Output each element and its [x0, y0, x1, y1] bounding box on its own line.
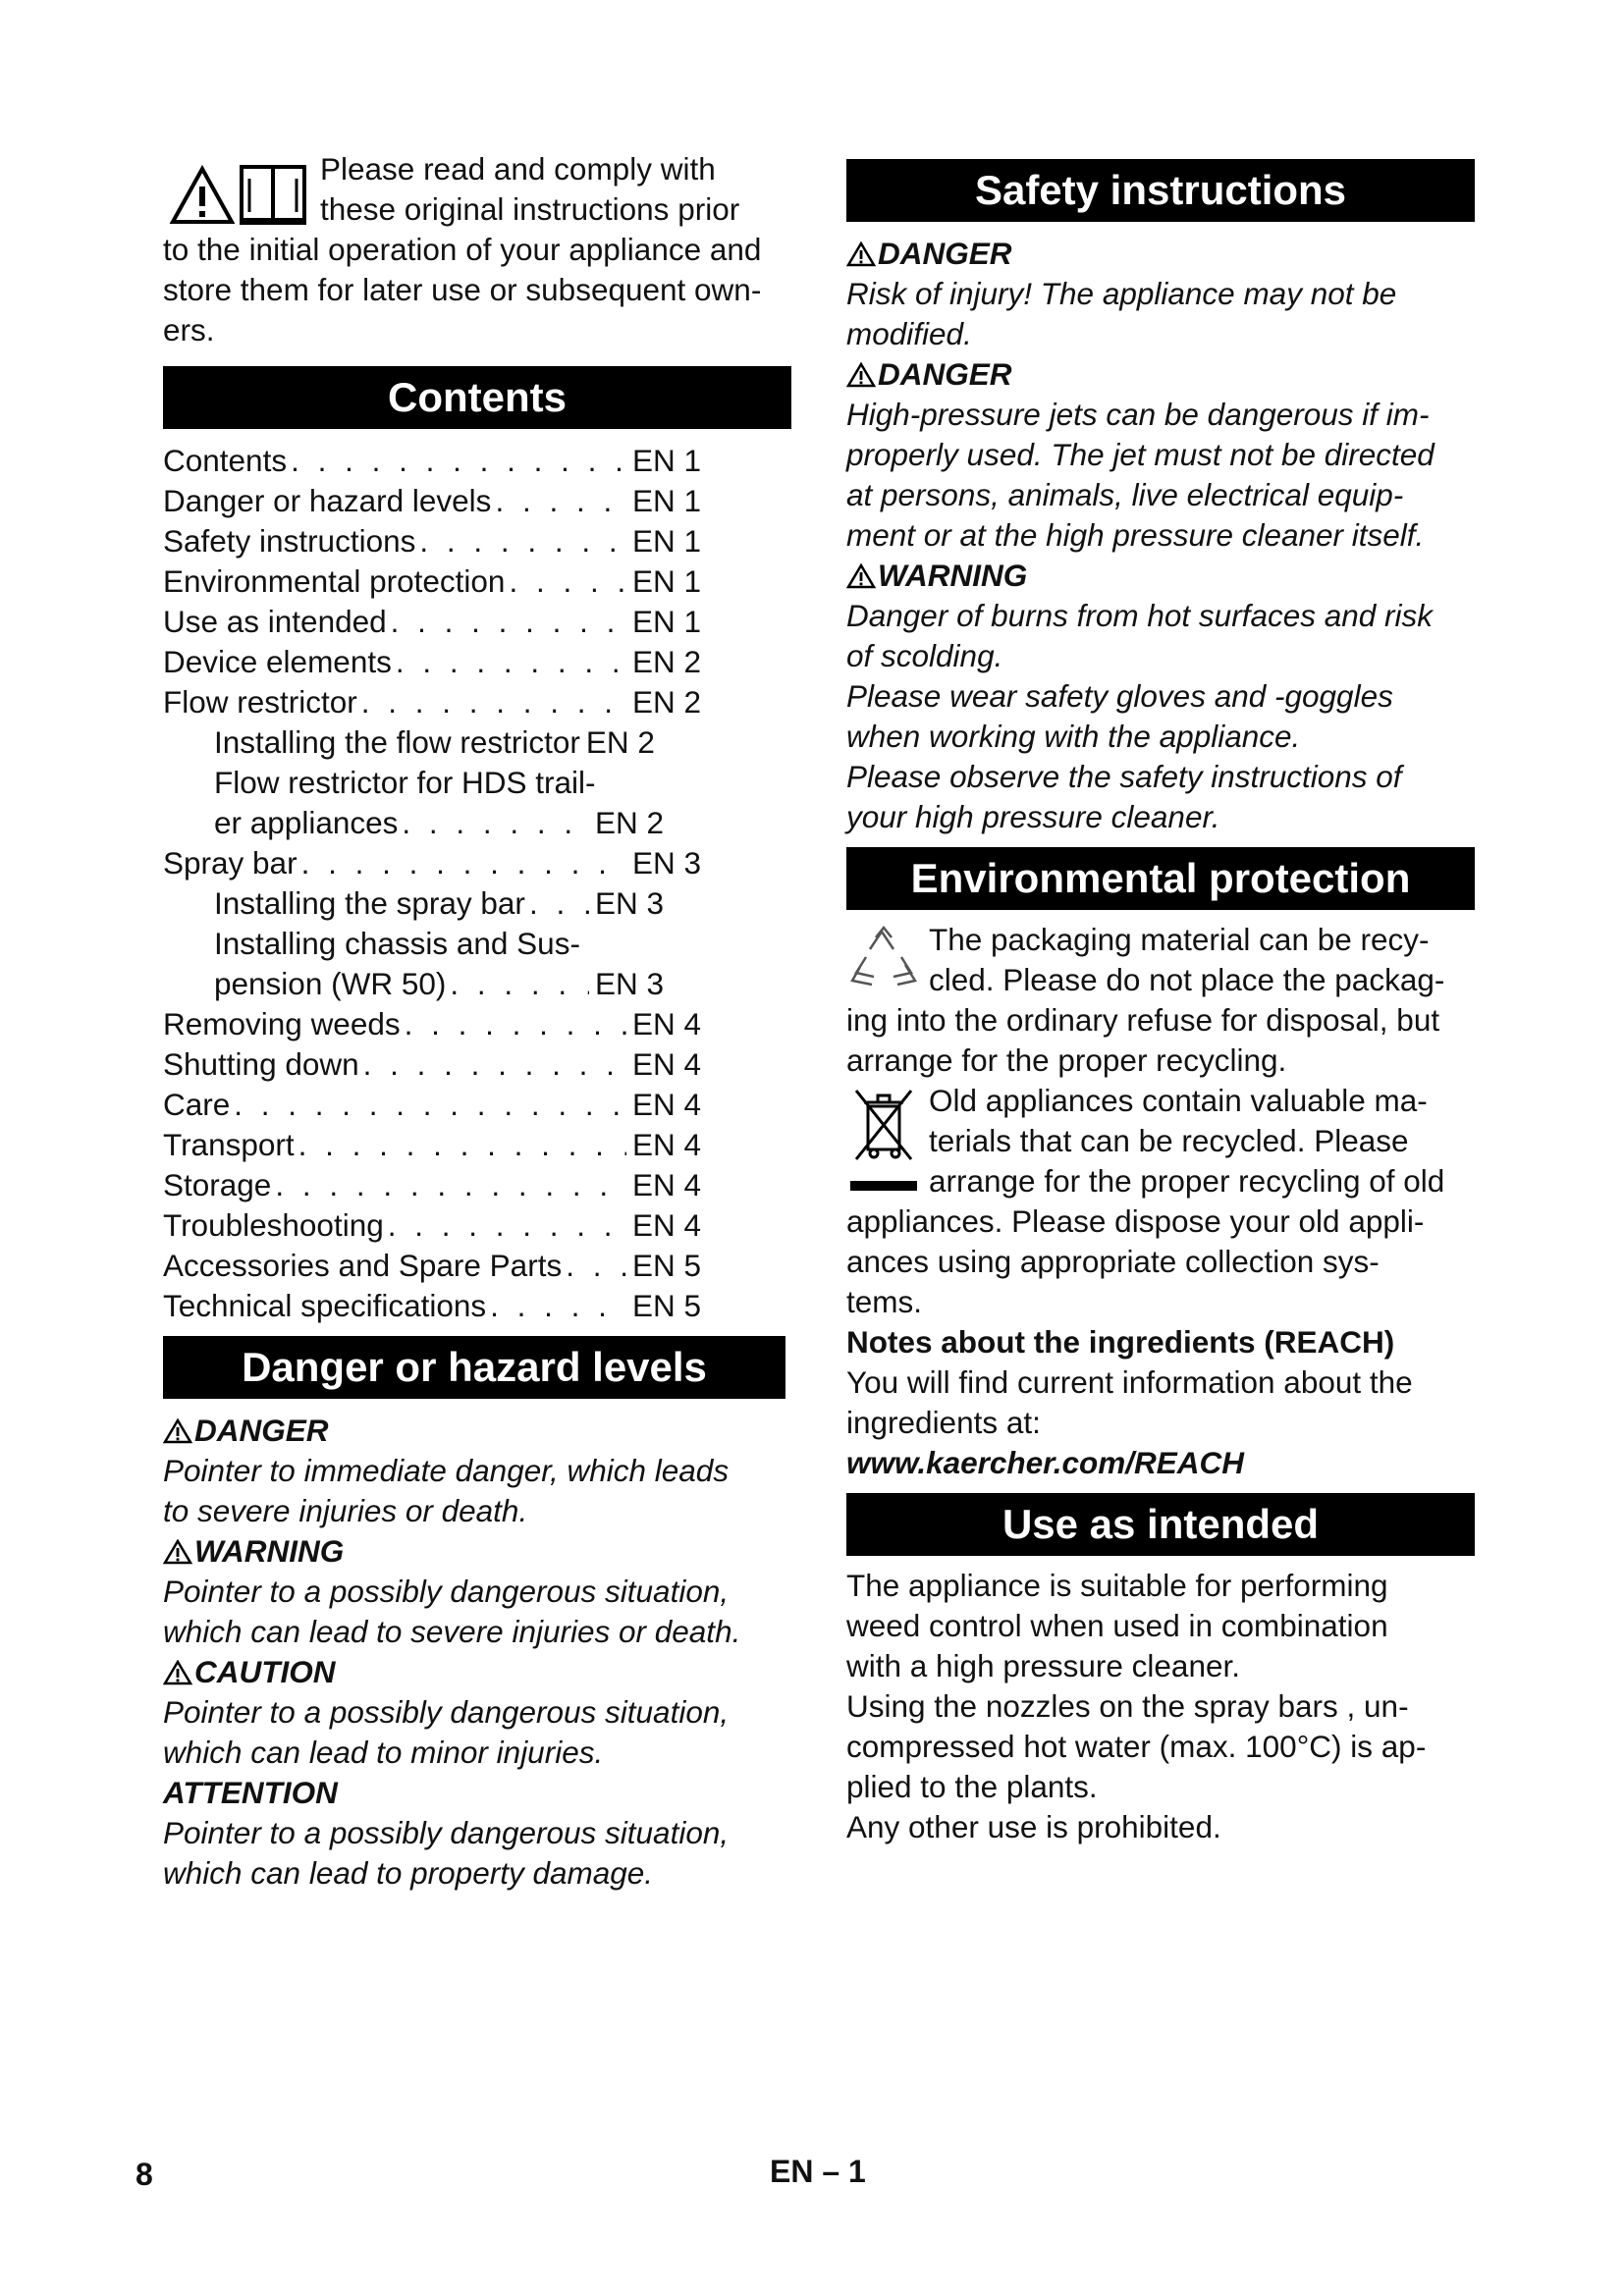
toc-label: Device elements: [163, 644, 392, 679]
toc-page: EN 1: [631, 604, 701, 639]
toc-label: Care: [163, 1087, 231, 1122]
toc-entry[interactable]: [163, 1165, 701, 1205]
toc-page: EN 4: [631, 1087, 701, 1122]
toc-page: EN 2: [594, 805, 664, 840]
hazard-heading: Danger or hazard levels: [163, 1336, 785, 1399]
toc-page: EN 4: [631, 1167, 701, 1202]
toc-label: Installing the spray bar: [214, 885, 525, 921]
toc-page: EN 4: [631, 1006, 701, 1041]
reach-link[interactable]: www.kaercher.com/REACH: [846, 1445, 1244, 1480]
toc-entry[interactable]: [163, 682, 701, 722]
weee-line: ances using appropriate collection sys-: [846, 1244, 1380, 1279]
toc-dots: [525, 883, 589, 924]
recycle-icon: [846, 924, 921, 996]
intro-line: ers.: [163, 312, 215, 347]
toc-page: EN 3: [594, 885, 664, 921]
use-line: Any other use is prohibited.: [846, 1809, 1221, 1844]
signal-word: [163, 1773, 791, 1813]
page-reference: EN – 1: [770, 2154, 866, 2189]
signal-word: [846, 556, 1475, 596]
environment-section: [846, 920, 1475, 1483]
hazard-line: Pointer to immediate danger, which leads: [163, 1453, 730, 1488]
toc-label: Technical specifications: [163, 1288, 487, 1323]
toc-entry[interactable]: [163, 964, 664, 1004]
toc-entry[interactable]: [163, 1286, 701, 1326]
toc-label: Troubleshooting: [163, 1207, 384, 1243]
safety-instructions: [846, 234, 1475, 837]
recycle-line: arrange for the proper recycling.: [846, 1042, 1287, 1078]
toc-page: EN 4: [631, 1046, 701, 1082]
weee-line: terials that can be recycled. Please: [929, 1123, 1409, 1158]
warning-triangle-icon: [163, 1418, 192, 1444]
toc-entry[interactable]: [163, 1044, 701, 1085]
weee-line: appliances. Please dispose your old appli-: [846, 1203, 1425, 1239]
toc-dots: [446, 964, 589, 1004]
right-column: [846, 159, 1475, 1847]
toc-entry[interactable]: [163, 481, 701, 521]
recycle-line: The packaging material can be recy-: [929, 922, 1430, 957]
toc-page: EN 1: [631, 523, 701, 559]
toc-dots: [287, 441, 626, 481]
toc-page: EN 1: [631, 483, 701, 518]
signal-word: [846, 354, 1475, 395]
toc-page: EN 2: [631, 644, 701, 679]
crossed-bin-icon: [846, 1085, 921, 1201]
safety-line: your high pressure cleaner.: [846, 799, 1220, 834]
toc-label: Flow restrictor: [163, 684, 357, 720]
signal-text: WARNING: [194, 1533, 345, 1569]
toc-dots: [392, 642, 626, 682]
safety-heading: Safety instructions: [846, 159, 1475, 222]
safety-line: of scolding.: [846, 638, 1003, 673]
environment-heading: Environmental protection: [846, 847, 1475, 910]
toc-label: Danger or hazard levels: [163, 483, 492, 518]
toc-label: Use as intended: [163, 604, 387, 639]
signal-text: CAUTION: [194, 1654, 336, 1689]
toc-dots: [505, 561, 626, 602]
toc-page: EN 1: [631, 443, 701, 478]
hazard-line: which can lead to severe injuries or death.: [163, 1614, 741, 1649]
toc-entry[interactable]: [163, 722, 691, 763]
signal-word: [163, 1531, 791, 1572]
signal-word: [163, 1652, 791, 1692]
safety-line: properly used. The jet must not be directed: [846, 437, 1435, 472]
toc-dots: [387, 602, 626, 642]
hazard-line: which can lead to minor injuries.: [163, 1735, 604, 1770]
safety-line: Please observe the safety instructions of: [846, 759, 1402, 794]
reach-line: You will find current information about the: [846, 1364, 1413, 1400]
toc-entry[interactable]: [163, 642, 701, 682]
toc-entry[interactable]: [163, 1246, 701, 1286]
toc-entry[interactable]: [163, 883, 664, 924]
signal-text: WARNING: [878, 558, 1028, 593]
safety-line: Danger of burns from hot surfaces and risk: [846, 598, 1434, 633]
hazard-line: which can lead to property damage.: [163, 1855, 654, 1891]
intro-line: to the initial operation of your appliance and: [163, 232, 762, 267]
recycling-paragraph: [846, 920, 1475, 1081]
warning-triangle-icon: [846, 362, 876, 388]
safety-line: when working with the appliance.: [846, 719, 1301, 754]
toc-label: Accessories and Spare Parts: [163, 1248, 563, 1283]
intro-line: store them for later use or subsequent own-: [163, 272, 762, 307]
toc-label: er appliances: [214, 805, 399, 840]
safety-line: Risk of injury! The appliance may not be: [846, 276, 1397, 311]
toc-label: Installing chassis and Sus-: [214, 926, 580, 961]
hazard-line: Pointer to a possibly dangerous situation,: [163, 1574, 730, 1609]
recycle-line: ing into the ordinary refuse for disposal, but: [846, 1002, 1440, 1038]
weee-line: arrange for the proper recycling of old: [929, 1163, 1445, 1199]
warning-triangle-icon: [846, 241, 876, 267]
hazard-line: Pointer to a possibly dangerous situation,: [163, 1694, 730, 1730]
toc-page: EN 3: [631, 845, 701, 881]
toc-entry[interactable]: [163, 521, 701, 561]
toc-entry[interactable]: [163, 843, 701, 883]
toc-label: Environmental protection: [163, 563, 506, 599]
toc-page: EN 1: [631, 563, 701, 599]
toc-label: Removing weeds: [163, 1006, 401, 1041]
toc-page: EN 3: [594, 966, 664, 1001]
toc-page: EN 4: [631, 1207, 701, 1243]
weee-line: Old appliances contain valuable ma-: [929, 1083, 1428, 1118]
toc-label: Contents: [163, 443, 288, 478]
toc-entry[interactable]: [163, 803, 664, 843]
toc-entry[interactable]: [163, 1125, 701, 1165]
safety-line: High-pressure jets can be dangerous if im-: [846, 397, 1430, 432]
signal-text: DANGER: [194, 1413, 329, 1448]
toc-entry[interactable]: [163, 1004, 701, 1044]
safety-line: modified.: [846, 316, 972, 351]
signal-word: [163, 1411, 791, 1451]
safety-line: Please wear safety gloves and -goggles: [846, 678, 1393, 714]
toc-dots: [298, 843, 626, 883]
use-line: with a high pressure cleaner.: [846, 1648, 1240, 1683]
toc-dots: [271, 1165, 626, 1205]
toc-dots: [491, 481, 626, 521]
recycle-line: cled. Please do not place the packag-: [929, 962, 1445, 997]
warning-manual-icon: [169, 157, 310, 228]
hazard-line: Pointer to a possibly dangerous situation,: [163, 1815, 730, 1850]
toc-dots: [384, 1205, 626, 1246]
signal-word: [846, 234, 1475, 274]
safety-line: ment or at the high pressure cleaner itself.: [846, 517, 1425, 553]
toc-label: Safety instructions: [163, 523, 416, 559]
intro-line: these original instructions prior: [320, 191, 740, 227]
hazard-levels: [163, 1411, 791, 1894]
left-column: [163, 149, 791, 1894]
toc-label: Storage: [163, 1167, 272, 1202]
toc-entry[interactable]: [163, 441, 701, 481]
toc-page: EN 5: [631, 1288, 701, 1323]
toc-dots: [295, 1125, 626, 1165]
use-line: weed control when used in combination: [846, 1608, 1388, 1643]
weee-paragraph: [846, 1081, 1475, 1322]
toc-label: Shutting down: [163, 1046, 359, 1082]
toc-dots: [415, 521, 626, 561]
toc-label: Spray bar: [163, 845, 298, 881]
signal-text: DANGER: [878, 356, 1012, 392]
contents-heading: Contents: [163, 366, 791, 429]
use-heading: Use as intended: [846, 1493, 1475, 1556]
reach-line: ingredients at:: [846, 1405, 1041, 1440]
toc-label: Installing the flow restrictor: [214, 724, 580, 760]
intro-paragraph: [163, 149, 791, 350]
toc-entry[interactable]: [163, 602, 701, 642]
toc-dots: [357, 682, 626, 722]
toc-dots: [230, 1085, 626, 1125]
signal-text: ATTENTION: [163, 1775, 338, 1810]
reach-heading: Notes about the ingredients (REACH): [846, 1324, 1395, 1360]
warning-triangle-icon: [163, 1539, 192, 1565]
use-line: Using the nozzles on the spray bars , un-: [846, 1688, 1409, 1724]
toc-entry[interactable]: [163, 1205, 701, 1246]
toc-label: Transport: [163, 1127, 295, 1162]
toc-dots: [359, 1044, 626, 1085]
toc-entry[interactable]: [163, 1085, 701, 1125]
use-line: The appliance is suitable for performing: [846, 1568, 1388, 1603]
hazard-line: to severe injuries or death.: [163, 1493, 528, 1528]
toc-dots: [562, 1246, 626, 1286]
use-line: plied to the plants.: [846, 1769, 1098, 1804]
toc-dots: [486, 1286, 626, 1326]
toc-label: Flow restrictor for HDS trail-: [214, 765, 596, 800]
toc-page: EN 2: [631, 684, 701, 720]
signal-text: DANGER: [878, 236, 1012, 271]
toc-entry[interactable]: [163, 561, 701, 602]
toc-page: EN 5: [631, 1248, 701, 1283]
use-line: compressed hot water (max. 100°C) is ap-: [846, 1729, 1427, 1764]
toc-dots: [398, 803, 589, 843]
toc-dots: [401, 1004, 626, 1044]
table-of-contents: [163, 441, 791, 1326]
toc-page: EN 2: [585, 724, 655, 760]
safety-line: at persons, animals, live electrical equip-: [846, 477, 1404, 512]
use-section: [846, 1566, 1475, 1847]
page-number: 8: [135, 2157, 153, 2192]
toc-page: EN 4: [631, 1127, 701, 1162]
intro-line: Please read and comply with: [320, 151, 716, 187]
weee-line: tems.: [846, 1284, 923, 1319]
warning-triangle-icon: [163, 1660, 192, 1685]
warning-triangle-icon: [846, 563, 876, 589]
toc-label: pension (WR 50): [214, 966, 447, 1001]
